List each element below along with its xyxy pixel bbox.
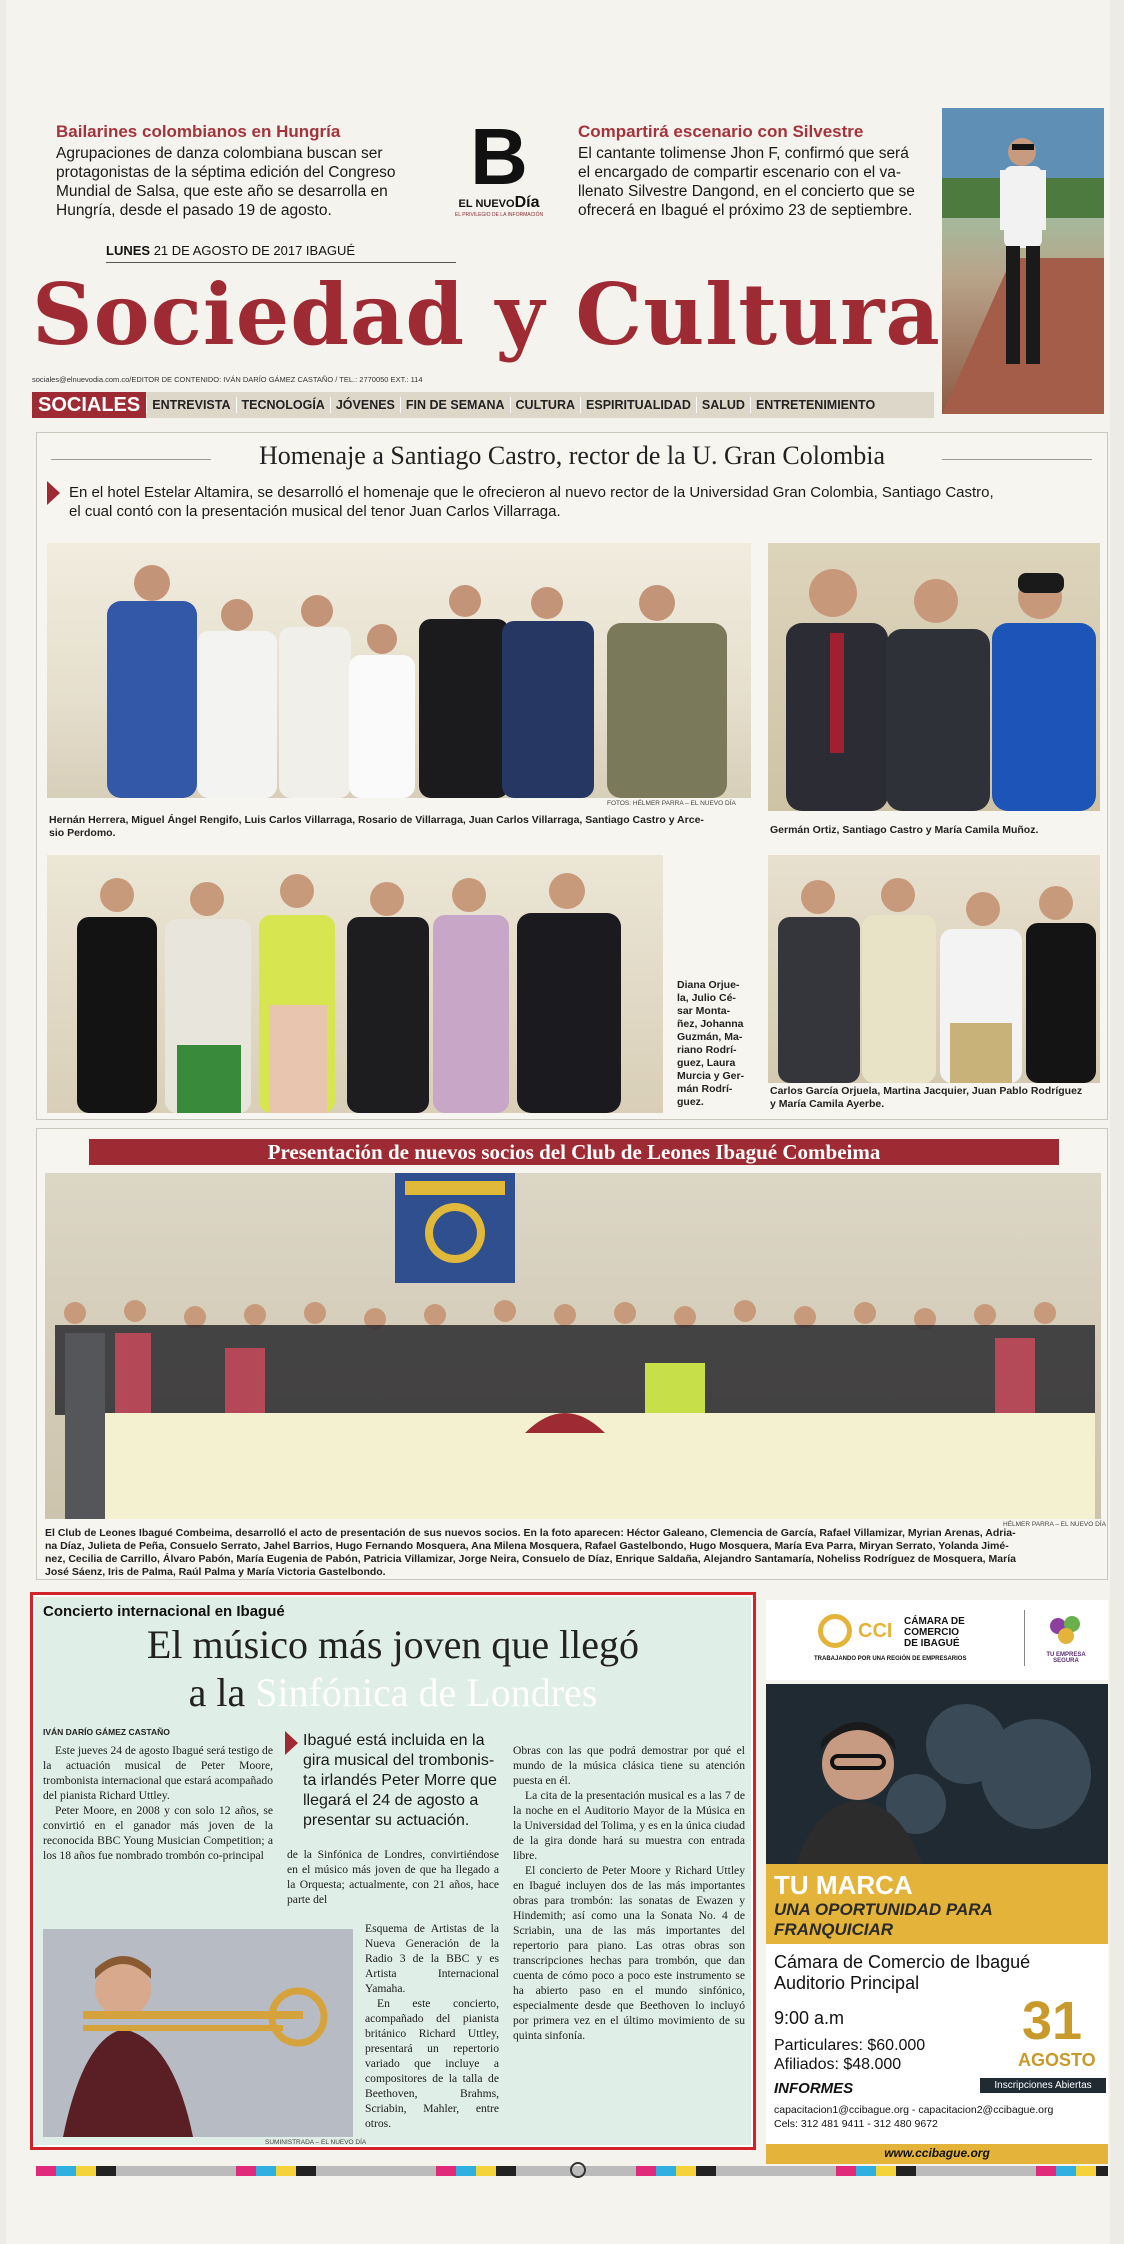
ad-time: 9:00 a.m: [774, 2008, 845, 2028]
pull-line: Ibagué está incluida en la: [303, 1732, 485, 1749]
ad-subhead: [774, 1900, 993, 1940]
caption-line: la, Julio Cé-: [677, 992, 736, 1004]
dateline: [106, 243, 355, 258]
caption-line: Murcia y Ger-: [677, 1070, 745, 1082]
title-rule-right: [942, 459, 1092, 460]
homenaje-panel: [36, 432, 1108, 1120]
nav-entretenimiento[interactable]: ENTRETENIMIENTO: [750, 397, 880, 413]
org-line: DE IBAGUÉ: [904, 1638, 960, 1649]
pull-line: gira musical del trombonis-: [303, 1752, 495, 1769]
feature-col-2-top: [287, 1847, 499, 1907]
caption-line: y María Camila Ayerbe.: [770, 1098, 885, 1110]
paragraph: En este concierto, acompañado del pianista británico Richard Uttley, presentará un repertorio variado que incluye a compositores de la talla de Beethoven, Brahms, Scriabin, Mahler, entre otros.: [365, 1997, 499, 2130]
group3-figures: [47, 855, 663, 1113]
nav-espiritualidad[interactable]: ESPIRITUALIDAD: [580, 397, 696, 413]
singer-figure: [942, 108, 1104, 414]
caption-line: ñez, Johanna: [677, 1018, 744, 1030]
caption-line: Guzmán, Ma-: [677, 1031, 743, 1043]
feature-col-2-bottom: [365, 1921, 499, 2131]
trombonist-figure: [43, 1929, 353, 2137]
feature-col-1: [43, 1743, 273, 1863]
dateline-day: LUNES: [106, 243, 151, 258]
nav-tecnologia[interactable]: TECNOLOGÍA: [236, 397, 330, 413]
leones-caption: [45, 1527, 1103, 1579]
ad-details[interactable]: [766, 1944, 1108, 2144]
section-nav: [32, 392, 934, 418]
pull-line: presentar su actuación.: [303, 1812, 470, 1829]
org-line: COMERCIO: [904, 1627, 959, 1638]
registration-mark-icon: [570, 2162, 586, 2178]
caption-line: guez.: [677, 1096, 704, 1108]
logo-tagline: EL PRIVILEGIO DE LA INFORMACIÓN: [454, 212, 544, 218]
ccb-logo-icon: [818, 1614, 852, 1648]
teaser-left-title: Bailarines colombianos en Hungría: [56, 122, 341, 141]
teaser-right-line: El cantante tolimense Jhon F, confirmó que será: [578, 145, 909, 162]
nav-fin-de-semana[interactable]: FIN DE SEMANA: [400, 397, 510, 413]
ad-venue: [774, 1952, 1030, 1994]
headline-line-1: El músico más joven que llegó: [146, 1622, 640, 1667]
price-line: Particulares: $60.000: [774, 2037, 926, 2054]
contact-line: sociales@elnuevodia.com.co/EDITOR DE CONTENIDO: IVÁN DARÍO GÁMEZ CASTAÑO / TEL.: 2770050 EXT.: 114: [32, 375, 423, 384]
caption-group4: [770, 1085, 1105, 1111]
photo-garcia-group: [768, 855, 1100, 1083]
group4-figures: [768, 855, 1100, 1083]
headline-part-a: a la: [188, 1670, 246, 1715]
nav-sociales[interactable]: SOCIALES: [32, 392, 146, 418]
caption-line: na Díaz, Julieta de Peña, Consuelo Serrato, Jahel Barrios, Hugo Fernando Mosquera, Ana Milena Mosquera, Rafael Gastelbondo, Hugo Mosquera, María Eva Parra, Miryan Serrato, Yolanda Jimé-: [45, 1540, 1009, 1552]
org-line: CÁMARA DE: [904, 1616, 965, 1627]
teaser-left-line: Mundial de Salsa, que este año se desarrolla en: [56, 183, 388, 200]
ad-divider: [1024, 1610, 1025, 1666]
teaser-right[interactable]: [578, 122, 943, 220]
pull-line: ta irlandés Peter Morre que: [303, 1772, 497, 1789]
teaser-left-line: protagonistas de la séptima edición del Congreso: [56, 164, 396, 181]
caption-line: Carlos García Orjuela, Martina Jacquier, Juan Pablo Rodríguez: [770, 1085, 1083, 1097]
feature-article[interactable]: [30, 1592, 756, 2150]
ccb-slogan: TRABAJANDO POR UNA REGIÓN DE EMPRESARIOS: [814, 1656, 967, 1662]
paragraph: Peter Moore, en 2008 y con solo 12 años, se convirtió en el ganador más joven de la reconocida BBC Young Musician Competition; a los 18 años fue nombrado trombón co-principal: [43, 1804, 273, 1862]
teaser-right-line: llenato Silvestre Dangond, en el concierto que se: [578, 183, 915, 200]
homenaje-photo-credit: FOTOS: HÉLMER PARRA – EL NUEVO DÍA: [607, 800, 736, 807]
partner-logo-icon: [1048, 1614, 1084, 1648]
ad-info-label: INFORMES: [774, 2080, 854, 2097]
paragraph: de la Sinfónica de Londres, convirtiéndose en el músico más joven de que ha llegado a la Orquesta; actualmente, con 21 años, hace parte del: [287, 1848, 499, 1906]
ad-band: [766, 1864, 1108, 1944]
leones-panel: [36, 1128, 1108, 1580]
nav-jovenes[interactable]: JÓVENES: [330, 397, 400, 413]
teaser-left[interactable]: [56, 122, 436, 220]
singer-photo: [942, 108, 1104, 414]
feature-col-3: [513, 1743, 745, 2043]
group-figures: [47, 543, 751, 798]
feature-kicker: Concierto internacional en Ibagué: [43, 1603, 285, 1620]
nav-entrevista[interactable]: ENTREVISTA: [146, 397, 235, 413]
teaser-right-line: el encargado de compartir escenario con el va-: [578, 164, 902, 181]
price-line: Afiliados: $48.000: [774, 2056, 902, 2073]
caption-group3: [677, 979, 755, 1109]
feature-pullquote: [303, 1731, 499, 1831]
ad-prices: [774, 2036, 925, 2074]
caption-line: sar Monta-: [677, 1005, 731, 1017]
ad-header[interactable]: [766, 1600, 1108, 1680]
caption-line: Hernán Herrera, Miguel Ángel Rengifo, Luis Carlos Villarraga, Rosario de Villarraga, Juan Carlos Villarraga, Santiago Castro y Arce-: [49, 814, 704, 826]
paragraph: La cita de la presentación musical es a las 7 de la noche en el Auditorio Mayor de la Música en la Universidad del Tolima, y es en la única ciudad de la gira donde hará su muestra con entrada libre.: [513, 1789, 745, 1862]
ad-month: AGOSTO: [1018, 2050, 1096, 2070]
ad-footer: [766, 2144, 1108, 2164]
caption-line: El Club de Leones Ibagué Combeima, desarrolló el acto de presentación de sus nuevos socios. En la foto aparecen: Héctor Galeano, Clemencia de García, Rafael Villamizar, Myrian Arenas, Adria-: [45, 1527, 1016, 1539]
logo-name-b: Día: [514, 194, 540, 211]
caption-line: mán Rodrí-: [677, 1083, 733, 1095]
paragraph: Esquema de Artistas de la Nueva Generación de la Radio 3 de la BBC y es Artista Internacional Yamaha.: [365, 1922, 499, 1995]
caption-line: nez, Cecilia de Carrillo, Álvaro Pabón, María Eugenia de Pabón, Patricia Villamizar, Jorge Neira, Consuelo de Díaz, Enrique Saldaña, Alejandro Santamaría, Noheliss Rodríguez de Mosquera, María: [45, 1553, 1016, 1565]
nav-cultura[interactable]: CULTURA: [510, 397, 580, 413]
section-masthead: Sociedad y Cultura: [32, 265, 941, 364]
ad-emails[interactable]: capacitacion1@ccibague.org - capacitacion2@ccibague.org: [774, 2104, 1054, 2116]
teaser-right-line: ofrecerá en Ibagué el próximo 23 de septiembre.: [578, 202, 913, 219]
venue-line: Cámara de Comercio de Ibagué: [774, 1952, 1031, 1972]
caption-line: José Sáenz, Iris de Palma, Raúl Palma y María Victoria Gastelbondo.: [45, 1566, 386, 1578]
ccb-mark: CCI: [858, 1620, 893, 1642]
leones-scene: [45, 1173, 1101, 1519]
headline-highlight: Sinfónica de Londres: [255, 1670, 598, 1715]
caption-line: Diana Orjue-: [677, 979, 740, 991]
photo-peter-moore: [43, 1929, 353, 2137]
headline-line-2: [35, 1669, 751, 1717]
caption-line: guez, Laura: [677, 1057, 736, 1069]
pull-arrow-icon: [285, 1731, 298, 1755]
ad-hero-graphic: [766, 1684, 1108, 1864]
ccb-org: [904, 1616, 965, 1649]
subhead-line: FRANQUICIAR: [774, 1920, 893, 1939]
paragraph: El concierto de Peter Moore y Richard Uttley en Ibagué incluyen dos de las más importantes obras para trombón: las sonatas de Ewazen y Hindemith; así como una la Sonata No. 4 de Scriabin, una de las más importantes del repertorio para piano. Las otras obras son transcripciones hechas para trombón, que dan cuenta de cómo poco a poco este instrumento se ha abierto paso en el mundo sinfónico, especialmente desde que Beethoven lo incluyó por primera vez en el último movimiento de su quinta sinfonía.: [513, 1864, 745, 2042]
caption-line: riano Rodrí-: [677, 1044, 737, 1056]
teaser-right-title: Compartirá escenario con Silvestre: [578, 122, 864, 141]
paragraph: Este jueves 24 de agosto Ibagué será testigo de la actuación musical de Peter Moore, trombonista internacional que estará acompañado del pianista Richard Uttley.: [43, 1744, 273, 1802]
feature-headline: [35, 1621, 751, 1717]
homenaje-title: Homenaje a Santiago Castro, rector de la U. Gran Colombia: [259, 441, 885, 470]
ad-day: 31: [1022, 1991, 1083, 2051]
teaser-left-line: Agrupaciones de danza colombiana buscan ser: [56, 145, 383, 162]
lead-arrow-icon: [47, 481, 60, 505]
caption-line: sio Perdomo.: [49, 827, 116, 839]
photo-homenaje-group: [47, 543, 751, 798]
venue-line: Auditorio Principal: [774, 1973, 920, 1993]
partner-name: TU EMPRESA SEGURA: [1046, 1652, 1086, 1664]
feature-background: [35, 1597, 751, 2145]
homenaje-lead: [69, 483, 1099, 521]
feature-photo-credit: SUMINISTRADA – EL NUEVO DÍA: [265, 2139, 367, 2146]
photo-orjuela-group: [47, 855, 663, 1113]
ad-phones: Cels: 312 481 9411 - 312 480 9672: [774, 2118, 938, 2130]
ad-web[interactable]: www.ccibague.org: [884, 2146, 990, 2160]
dateline-rule: [106, 262, 456, 263]
title-rule-left: [51, 459, 211, 460]
photo-leones-group: [45, 1173, 1101, 1519]
photo-ortiz-castro-munoz: [768, 543, 1100, 811]
subhead-line: UNA OPORTUNIDAD PARA: [774, 1900, 993, 1919]
newspaper-page: [6, 0, 1110, 2244]
nav-salud[interactable]: SALUD: [696, 397, 750, 413]
teaser-left-line: Hungría, desde el pasado 19 de agosto.: [56, 202, 332, 219]
feature-byline: IVÁN DARÍO GÁMEZ CASTAÑO: [43, 1727, 170, 1737]
caption-group1: [49, 814, 749, 840]
teaser-right-body: [578, 144, 943, 220]
ad-badge[interactable]: Inscripciones Abiertas: [980, 2078, 1106, 2093]
logo-name: [444, 194, 554, 212]
ad-hero: [766, 1684, 1108, 1864]
ad-headline: TU MARCA: [774, 1870, 913, 1900]
caption-group2: Germán Ortiz, Santiago Castro y María Camila Muñoz.: [770, 824, 1039, 836]
teaser-left-body: [56, 144, 436, 220]
lead-line: el cual contó con la presentación musical del tenor Juan Carlos Villarraga.: [69, 503, 561, 520]
leones-title: Presentación de nuevos socios del Club de Leones Ibagué Combeima: [89, 1139, 1059, 1165]
logo-letter: B: [470, 112, 528, 201]
pull-line: llegará el 24 de agosto a: [303, 1792, 479, 1809]
logo-name-a: EL NUEVO: [458, 198, 515, 210]
paragraph: Obras con las que podrá demostrar por qué el mundo de la música clásica tiene su atención puesta en él.: [513, 1744, 745, 1787]
trio-figures: [768, 543, 1100, 811]
newspaper-logo: [444, 112, 554, 218]
leones-photo-credit: HÉLMER PARRA – EL NUEVO DÍA: [1003, 1521, 1106, 1528]
lead-line: En el hotel Estelar Altamira, se desarrolló el homenaje que le ofrecieron al nuevo rector de la Universidad Gran Colombia, Santiago Castro,: [69, 484, 994, 501]
dateline-date: 21 DE AGOSTO DE 2017 IBAGUÉ: [153, 243, 356, 258]
